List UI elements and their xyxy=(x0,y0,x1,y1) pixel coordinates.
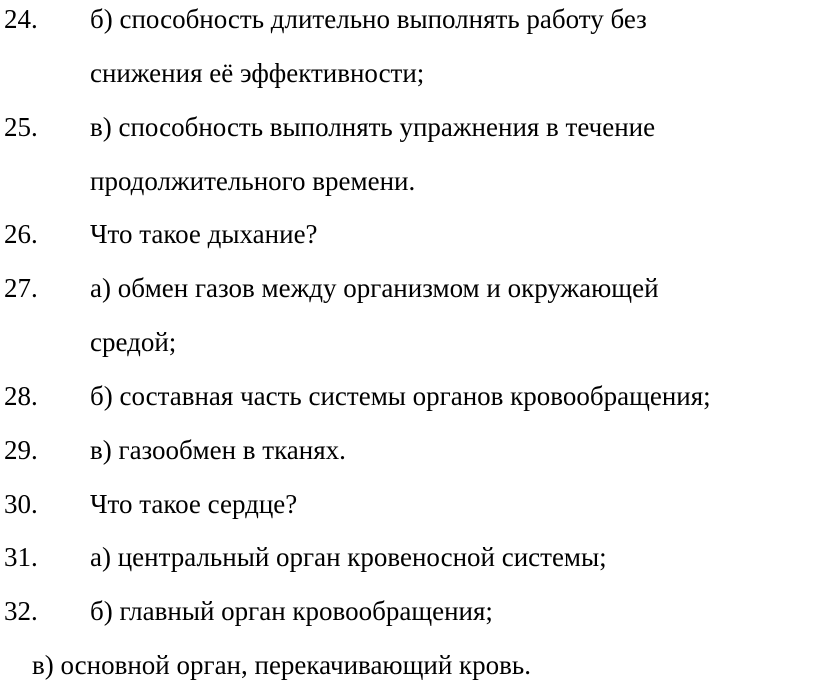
item-number: 31. xyxy=(4,542,38,572)
question-heading: Что такое дыхание? xyxy=(90,219,318,249)
item-text-line: продолжительного времени. xyxy=(90,166,416,196)
item-text-line: б) главный орган кровообращения; xyxy=(90,596,493,626)
item-text-line: в) способность выполнять упражнения в течение xyxy=(90,112,656,142)
item-text-line: снижения её эффективности; xyxy=(90,58,425,88)
item-number: 26. xyxy=(4,219,38,249)
trailing-text-line: в) основной орган, перекачивающий кровь. xyxy=(32,650,531,680)
item-number: 32. xyxy=(4,596,38,626)
item-text-line: средой; xyxy=(90,327,177,357)
item-number: 28. xyxy=(4,381,38,411)
item-text-line: а) обмен газов между организмом и окружающей xyxy=(90,273,659,303)
item-text-line: б) способность длительно выполнять работу без xyxy=(90,4,647,34)
item-number: 27. xyxy=(4,273,38,303)
item-text-line: в) газообмен в тканях. xyxy=(90,435,346,465)
question-heading: Что такое сердце? xyxy=(90,489,298,519)
item-text-line: а) центральный орган кровеносной системы; xyxy=(90,542,607,572)
item-number: 30. xyxy=(4,489,38,519)
item-number: 29. xyxy=(4,435,38,465)
item-number: 25. xyxy=(4,112,38,142)
item-text-line: б) составная часть системы органов кровообращения; xyxy=(90,381,711,411)
item-number: 24. xyxy=(4,4,38,34)
